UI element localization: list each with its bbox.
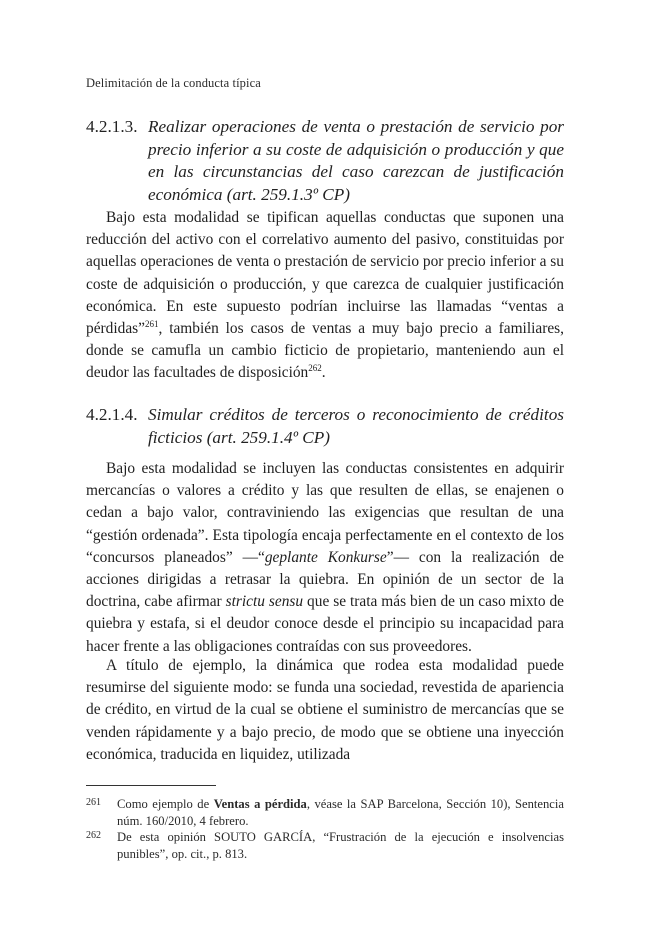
footnote-ref-261[interactable]: 261 (144, 319, 159, 330)
body-paragraph: Bajo esta modalidad se incluyen las conductas consistentes en adquirir mercancías o valores a crédito y las que resulten de ellas, se enajenen o cedan a bajo valor, contraviniendo las exigencias que resultan de una “gestión ordenada”. Esta tipología encaja perfectamente en el contexto de los “concursos planeados” —“geplante Konkurse”— con la realización de acciones dirigidas a retrasar la quiebra. En opinión de un sector de la doctrina, cabe afirmar strictu sensu que se trata más bien de un caso mixto de quiebra y estafa, si el deudor conoce desde el principio su incapacidad para hacer frente a las obligaciones contraídas con sus proveedores. (86, 460, 565, 655)
footnote-261 (86, 796, 564, 829)
footnote-number: 262 (86, 830, 101, 841)
footnote-ref-262[interactable]: 262 (308, 363, 322, 374)
section-number: 4.2.1.4. (86, 405, 138, 424)
section-heading-4-2-1-4 (86, 404, 564, 449)
section-title: Realizar operaciones de venta o prestación de servicio por precio inferior a su coste de adquisición o producción y que en las circunstancias del caso carezcan de justificación económica (art. 259.1.3º CP) (148, 117, 564, 204)
footnote-text: De esta opinión SOUTO GARCÍA, “Frustración de la ejecución e insolvencias punibles”, op. cit., p. 813. (117, 830, 564, 861)
italic-term: geplante Konkurse (264, 548, 387, 566)
section-title: Simular créditos de terceros o reconocimiento de créditos ficticios (art. 259.1.4º CP) (148, 405, 564, 447)
footnote-separator (86, 785, 216, 786)
body-paragraph: A título de ejemplo, la dinámica que rodea esta modalidad puede resumirse del siguiente modo: se funda una sociedad, revestida de apariencia de crédito, en virtud de la cual se obtiene el suministro de mercancías que se venden rápidamente y a bajo precio, de modo que se obtiene una inyección económica, traducida en liquidez, utilizada (86, 657, 564, 763)
italic-term: strictu sensu (225, 593, 304, 611)
section-number: 4.2.1.3. (86, 117, 138, 136)
running-head: Delimitación de la conducta típica (86, 76, 261, 90)
footnote-text: Como ejemplo de Ventas a pérdida, véase la SAP Barcelona, Sección 10), Sentencia núm. 160/2010, 4 febrero. (117, 797, 564, 828)
body-paragraph: Bajo esta modalidad se tipifican aquellas conductas que suponen una reducción del activo con el correlativo aumento del pasivo, constituidas por aquellas operaciones de venta o prestación de servicio por precio inferior a su coste de adquisición o producción, y que carezca de cualquier justificación económica. En este supuesto podrían incluirse las llamadas “ventas a pérdidas”$^{261}$, también los casos de ventas a muy bajo precio a familiares, donde se camufla un cambio ficticio de propietario, manteniendo aun el deudor las facultades de disposición$^{262}$. (86, 209, 564, 382)
footnote-262 (86, 829, 564, 862)
footnote-number: 261 (86, 797, 101, 808)
section-heading-4-2-1-3 (86, 116, 564, 206)
